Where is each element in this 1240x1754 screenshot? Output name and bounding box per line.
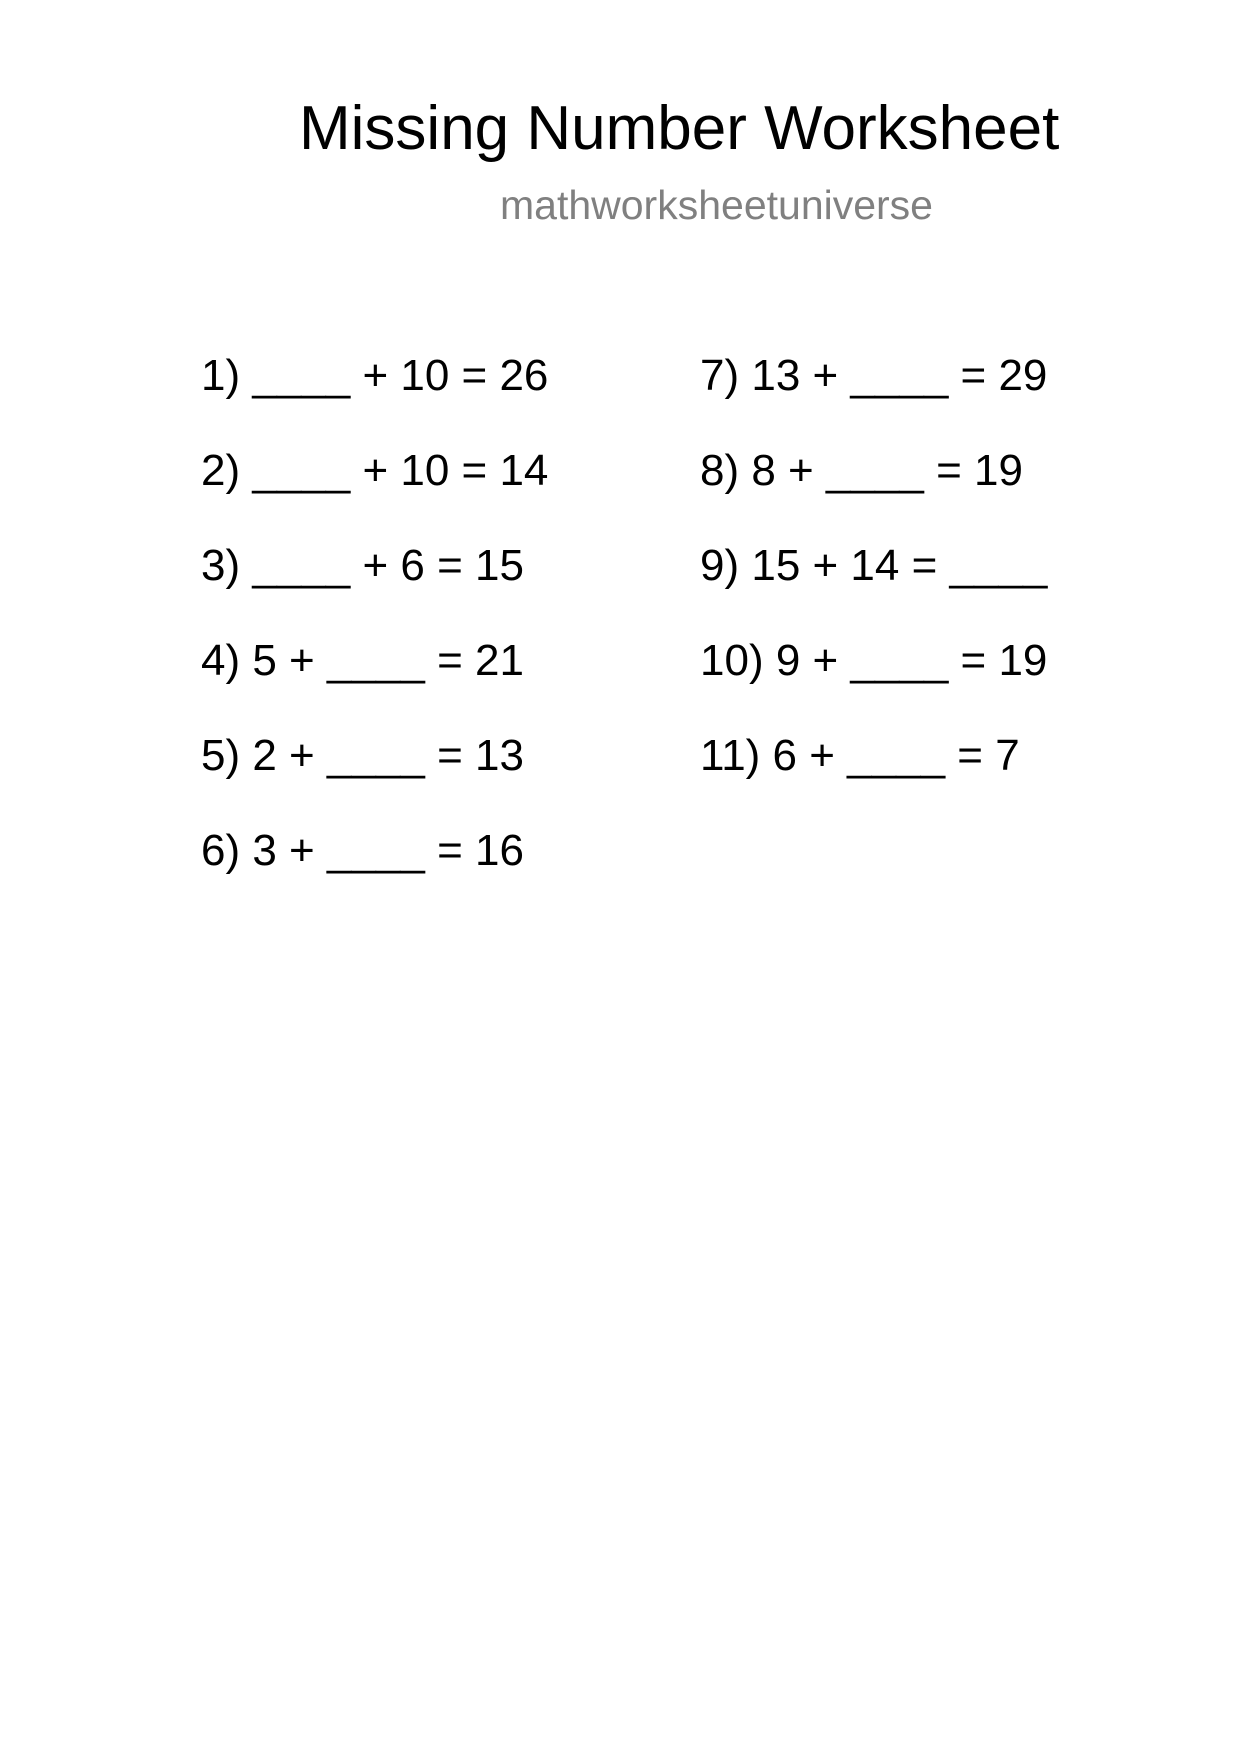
problem-8: 8) 8 + ____ = 19 <box>700 446 1023 495</box>
worksheet-title: Missing Number Worksheet <box>299 94 1060 163</box>
problem-9: 9) 15 + 14 = ____ <box>700 541 1048 590</box>
problem-1: 1) ____ + 10 = 26 <box>201 351 549 400</box>
problem-6: 6) 3 + ____ = 16 <box>201 826 524 875</box>
problem-3: 3) ____ + 6 = 15 <box>201 541 524 590</box>
problem-11: 11) 6 + ____ = 7 <box>700 731 1020 780</box>
problem-10: 10) 9 + ____ = 19 <box>700 636 1048 685</box>
worksheet-source: mathworksheetuniverse <box>500 182 933 228</box>
problem-5: 5) 2 + ____ = 13 <box>201 731 524 780</box>
problem-4: 4) 5 + ____ = 21 <box>201 636 524 685</box>
problem-7: 7) 13 + ____ = 29 <box>700 351 1048 400</box>
problem-2: 2) ____ + 10 = 14 <box>201 446 549 495</box>
